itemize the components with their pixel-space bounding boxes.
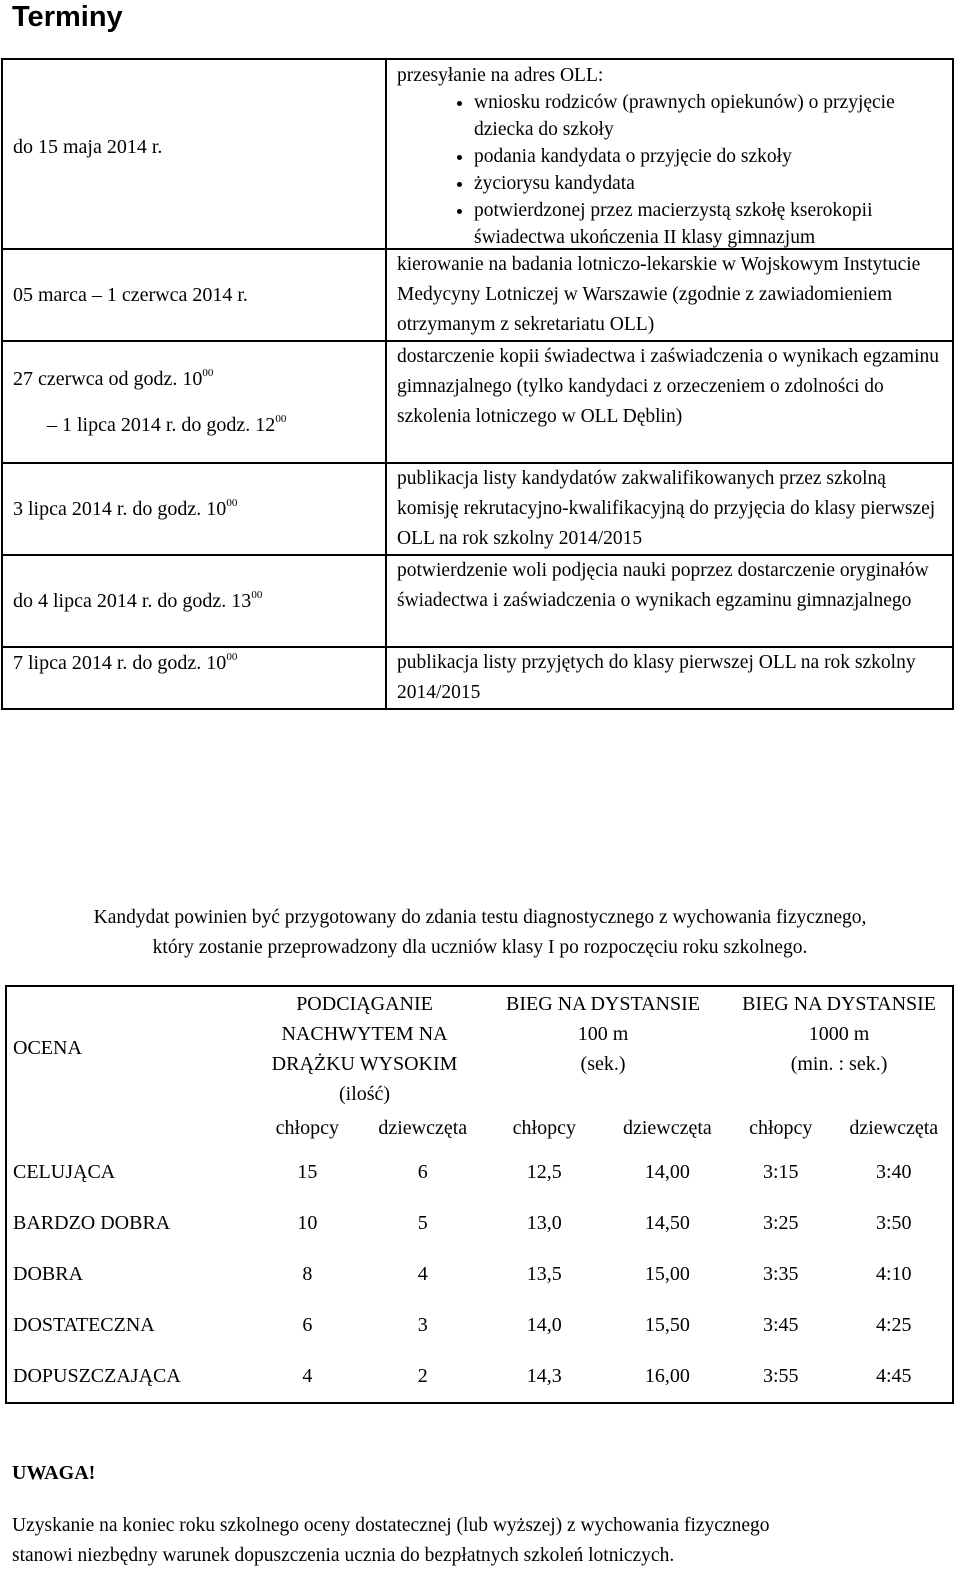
grade-name: DOBRA — [13, 1263, 84, 1285]
date-line: do 15 maja 2014 r. — [13, 136, 163, 158]
table-header-row — [6, 986, 953, 1109]
grade-value: 4:10 — [875, 1263, 912, 1285]
grade-value: 12,5 — [526, 1161, 562, 1183]
schedule-date — [3, 464, 387, 554]
grades-table — [5, 985, 954, 1404]
grade-name: BARDZO DOBRA — [13, 1212, 171, 1234]
grade-value: 3:45 — [763, 1314, 799, 1336]
grade-value: 14,50 — [644, 1212, 690, 1234]
grade-value: 3:25 — [763, 1212, 799, 1234]
grade-value: 14,00 — [644, 1161, 690, 1183]
date-line: 3 lipca 2014 r. do godz. $10^{00}$ — [13, 497, 238, 520]
list-item: • podania kandydata o przyjęcie do szkoły — [474, 143, 946, 170]
grade-name: DOPUSZCZAJĄCA — [13, 1365, 181, 1387]
schedule-row — [3, 556, 952, 648]
page-title: Terminy — [12, 1, 123, 33]
subheader-girls: dziewczęta — [622, 1116, 712, 1139]
grade-value: 13,5 — [526, 1263, 562, 1285]
grade-value: 4 — [417, 1263, 428, 1285]
table-subheader-row — [6, 1109, 953, 1147]
date-line: – 1 lipca 2014 r. do godz. $12^{00}$ — [47, 413, 287, 436]
schedule-row — [3, 342, 952, 464]
table-row — [6, 1198, 953, 1249]
subheader-boys: chłopcy — [749, 1116, 813, 1139]
schedule-row — [3, 60, 952, 250]
schedule-description: publikacja listy kandydatów zakwalifikowanych przez szkolną komisję rekrutacyjno-kwalifikacyjną do przyjęcia do klasy pierwszej OLL na rok szkolny 2014/2015 — [397, 468, 936, 549]
grade-value: 3:40 — [875, 1161, 912, 1183]
grade-value: 13,0 — [526, 1212, 562, 1234]
table-row — [6, 1147, 953, 1198]
grade-value: 14,0 — [526, 1314, 562, 1336]
grade-value: 3:50 — [875, 1212, 912, 1234]
grade-name: CELUJĄCA — [13, 1161, 116, 1183]
grade-value: 6 — [302, 1314, 313, 1336]
list-item: • potwierdzonej przez macierzystą szkołę kserokopii świadectwa ukończenia II klasy gimnazjum — [474, 197, 946, 251]
schedule-description: kierowanie na badania lotniczo-lekarskie w Wojskowym Instytucie Medycyny Lotniczej w Warszawie (zgodnie z zawiadomieniem otrzymanym z sekretariatu OLL) — [397, 254, 921, 335]
list-item: • życiorysu kandydata — [474, 170, 946, 197]
grade-value: 4:25 — [875, 1314, 912, 1336]
table-row — [6, 1249, 953, 1300]
grade-value: 3 — [417, 1314, 428, 1336]
date-line: do 4 lipca 2014 r. do godz. $13^{00}$ — [13, 589, 263, 612]
header-pullups: PODCIĄGANIE NACHWYTEM NA DRĄŻKU WYSOKIM (ilość) — [271, 993, 458, 1105]
table-row — [6, 1351, 953, 1403]
warning-heading: UWAGA! — [12, 1462, 96, 1484]
schedule-description: potwierdzenie woli podjęcia nauki poprzez dostarczenie oryginałów świadectwa i zaświadczenia o wynikach egzaminu gimnazjalnego — [397, 560, 929, 611]
description-intro: przesyłanie na adres OLL: — [397, 65, 604, 86]
schedule-date — [3, 342, 387, 462]
schedule-date — [3, 648, 387, 708]
subheader-girls: dziewczęta — [378, 1116, 468, 1139]
schedule-row — [3, 464, 952, 556]
grade-value: 3:55 — [763, 1365, 799, 1387]
date-line: 05 marca – 1 czerwca 2014 r. — [13, 284, 248, 306]
documents-list — [397, 89, 946, 251]
header-grade: OCENA — [13, 1036, 82, 1059]
grade-value: 15,00 — [644, 1263, 690, 1285]
grade-value: 8 — [302, 1263, 313, 1285]
subheader-boys: chłopcy — [275, 1116, 339, 1139]
schedule-row — [3, 250, 952, 342]
date-line: 27 czerwca od godz. $10^{00}$ — [13, 367, 214, 390]
header-run-100m: BIEG NA DYSTANSIE 100 m (sek.) — [506, 993, 701, 1075]
grade-name: DOSTATECZNA — [13, 1314, 155, 1336]
date-line: 7 lipca 2014 r. do godz. $10^{00}$ — [13, 651, 238, 674]
subheader-girls: dziewczęta — [849, 1116, 939, 1139]
grade-value: 10 — [297, 1212, 318, 1234]
warning-text: Uzyskanie na koniec roku szkolnego oceny dostatecznej (lub wyższej) z wychowania fizycznego stanowi niezbędny warunek dopuszczenia ucznia do bezpłatnych szkoleń lotniczych. — [12, 1515, 770, 1566]
schedule-date — [3, 60, 387, 248]
schedule-description — [387, 60, 952, 248]
grade-value: 15,50 — [644, 1314, 690, 1336]
header-run-1000m: BIEG NA DYSTANSIE 1000 m (min. : sek.) — [742, 993, 937, 1075]
schedule-date — [3, 250, 387, 340]
schedule-table — [1, 58, 954, 710]
grade-value: 4 — [302, 1365, 313, 1387]
pe-test-note: Kandydat powinien być przygotowany do zdania testu diagnostycznego z wychowania fizycznego, który zostanie przeprowadzony dla uczniów klasy I po rozpoczęciu roku szkolnego. — [93, 907, 867, 958]
grade-value: 3:35 — [763, 1263, 799, 1285]
schedule-row — [3, 648, 952, 708]
grade-value: 4:45 — [875, 1365, 912, 1387]
schedule-description: dostarczenie kopii świadectwa i zaświadczenia o wynikach egzaminu gimnazjalnego (tylko kandydaci z orzeczeniem o zdolności do szkolenia lotniczego w OLL Dęblin) — [397, 346, 939, 427]
table-row — [6, 1300, 953, 1351]
schedule-date — [3, 556, 387, 646]
subheader-boys: chłopcy — [512, 1116, 576, 1139]
list-item: • wniosku rodziców (prawnych opiekunów) o przyjęcie dziecka do szkoły — [474, 89, 946, 143]
grade-value: 15 — [297, 1161, 318, 1183]
grade-value: 16,00 — [644, 1365, 690, 1387]
grade-value: 6 — [417, 1161, 428, 1183]
grade-value: 14,3 — [526, 1365, 562, 1387]
grade-value: 3:15 — [763, 1161, 799, 1183]
grade-value: 2 — [417, 1365, 428, 1387]
grade-value: 5 — [417, 1212, 428, 1234]
schedule-description: publikacja listy przyjętych do klasy pierwszej OLL na rok szkolny 2014/2015 — [397, 652, 916, 703]
